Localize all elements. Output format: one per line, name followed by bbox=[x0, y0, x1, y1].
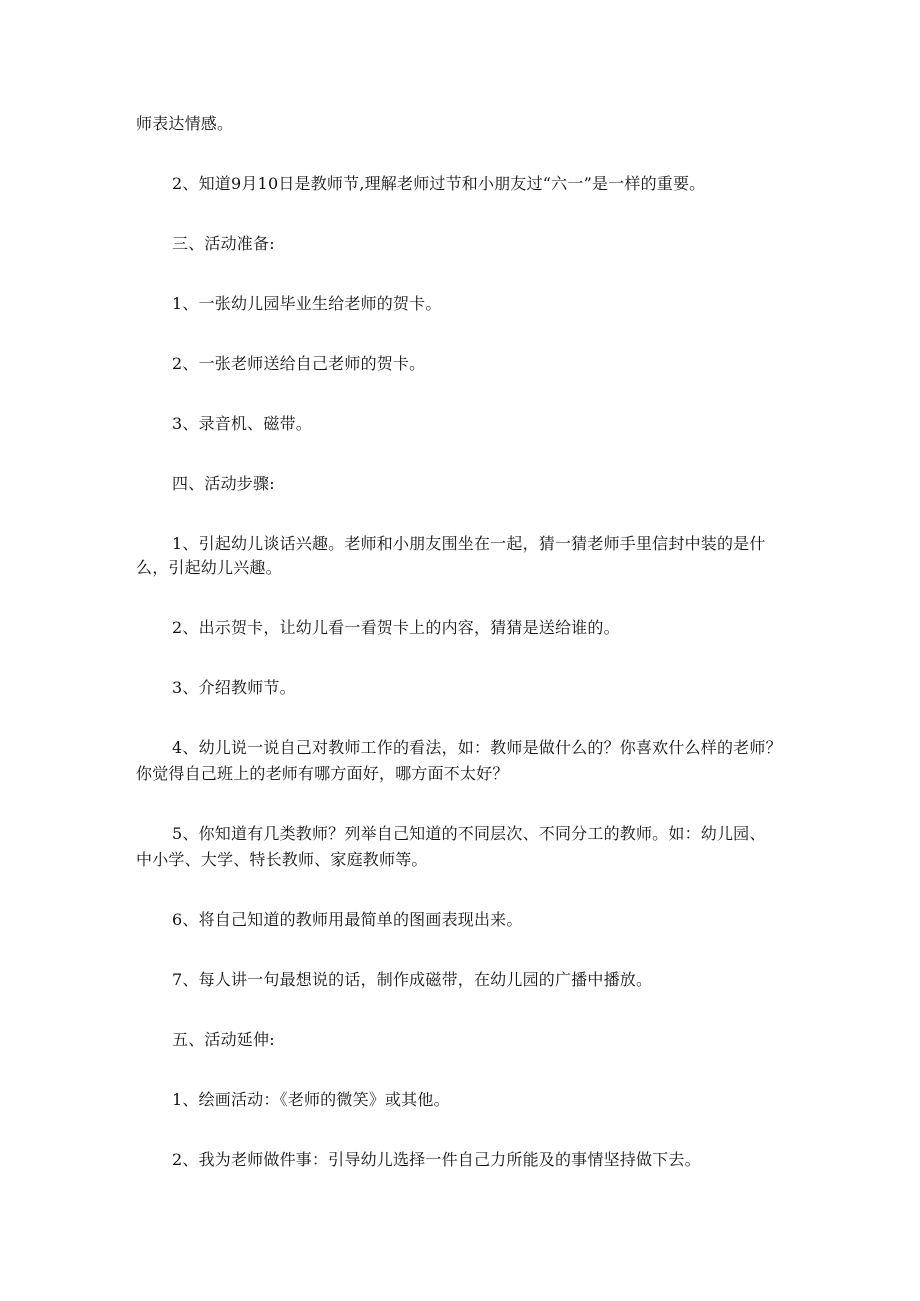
paragraph-line: 你觉得自己班上的老师有哪方面好，哪方面不太好？ bbox=[136, 764, 509, 783]
paragraph-line: 3、录音机、磁带。 bbox=[172, 414, 312, 433]
paragraph-line: 1、绘画活动：《老师的微笑》或其他。 bbox=[172, 1090, 450, 1109]
paragraph-line: 1、一张幼儿园毕业生给老师的贺卡。 bbox=[172, 294, 442, 313]
paragraph-line: 3、介绍教师节。 bbox=[172, 678, 296, 697]
paragraph-line: 4、幼儿说一说自己对教师工作的看法，如：教师是做什么的？你喜欢什么样的老师？ bbox=[172, 738, 782, 757]
paragraph-line: 5、你知道有几类教师？列举自己知道的不同层次、不同分工的教师。如：幼儿园、 bbox=[172, 824, 766, 843]
paragraph-line: 中小学、大学、特长教师、家庭教师等。 bbox=[136, 850, 428, 869]
paragraph-line: 7、每人讲一句最想说的话，制作成磁带，在幼儿园的广播中播放。 bbox=[172, 970, 653, 989]
paragraph-line: 6、将自己知道的教师用最简单的图画表现出来。 bbox=[172, 910, 523, 929]
section-heading: 五、活动延伸: bbox=[172, 1030, 275, 1049]
paragraph-line: 师表达情感。 bbox=[136, 114, 234, 133]
paragraph-line: 2、知道9月10日是教师节,理解老师过节和小朋友过“六一”是一样的重要。 bbox=[172, 174, 706, 193]
paragraph-line: 1、引起幼儿谈话兴趣。老师和小朋友围坐在一起，猜一猜老师手里信封中装的是什 bbox=[172, 534, 766, 553]
paragraph-line: 2、出示贺卡，让幼儿看一看贺卡上的内容，猜猜是送给谁的。 bbox=[172, 618, 620, 637]
paragraph-line: 2、一张老师送给自己老师的贺卡。 bbox=[172, 354, 426, 373]
paragraph-line: 2、我为老师做件事：引导幼儿选择一件自己力所能及的事情坚持做下去。 bbox=[172, 1150, 701, 1169]
section-heading: 三、活动准备: bbox=[172, 234, 275, 253]
paragraph-line: 么，引起幼儿兴趣。 bbox=[136, 558, 282, 577]
section-heading: 四、活动步骤: bbox=[172, 474, 275, 493]
